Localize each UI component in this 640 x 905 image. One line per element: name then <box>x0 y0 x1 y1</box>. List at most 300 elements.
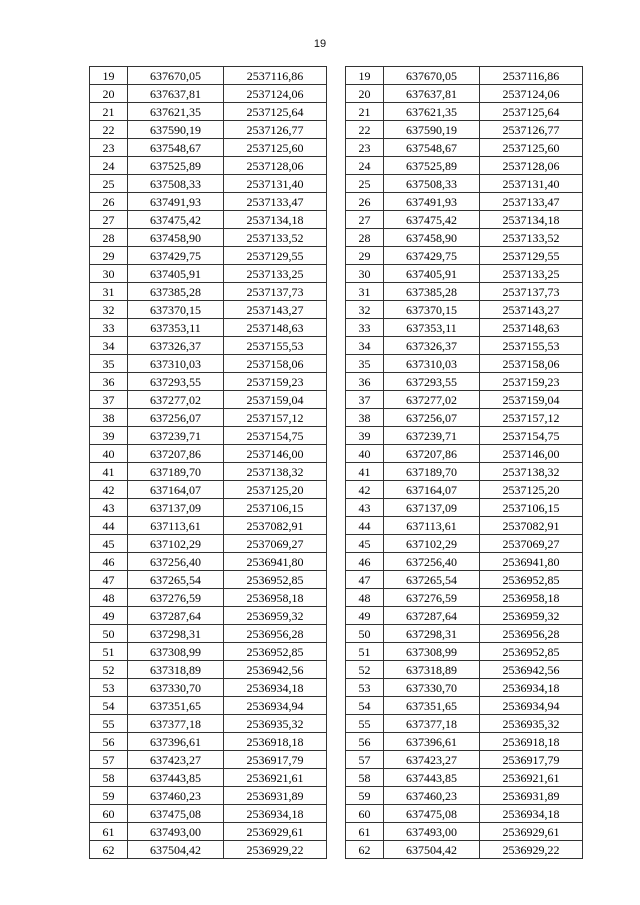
y-coordinate-cell: 2537133,47 <box>224 193 327 211</box>
point-number-cell: 57 <box>346 751 384 769</box>
point-number-cell: 37 <box>90 391 128 409</box>
point-number-cell: 46 <box>90 553 128 571</box>
table-row <box>346 85 583 103</box>
y-coordinate-cell: 2537133,25 <box>480 265 583 283</box>
table-row <box>90 751 327 769</box>
x-coordinate-cell: 637326,37 <box>128 337 224 355</box>
point-number-cell: 52 <box>90 661 128 679</box>
y-coordinate-cell: 2536934,18 <box>224 679 327 697</box>
point-number-cell: 22 <box>90 121 128 139</box>
point-number-cell: 62 <box>90 841 128 859</box>
x-coordinate-cell: 637310,03 <box>384 355 480 373</box>
table-row <box>346 67 583 85</box>
table-row <box>346 157 583 175</box>
x-coordinate-cell: 637113,61 <box>384 517 480 535</box>
table-row <box>346 751 583 769</box>
table-row <box>90 463 327 481</box>
table-row <box>346 769 583 787</box>
point-number-cell: 36 <box>90 373 128 391</box>
x-coordinate-cell: 637423,27 <box>128 751 224 769</box>
x-coordinate-cell: 637310,03 <box>128 355 224 373</box>
point-number-cell: 42 <box>346 481 384 499</box>
point-number-cell: 48 <box>90 589 128 607</box>
table-row <box>90 301 327 319</box>
y-coordinate-cell: 2537137,73 <box>480 283 583 301</box>
x-coordinate-cell: 637590,19 <box>128 121 224 139</box>
table-row <box>346 391 583 409</box>
y-coordinate-cell: 2536952,85 <box>480 643 583 661</box>
table-row <box>90 283 327 301</box>
table-row <box>90 787 327 805</box>
point-number-cell: 20 <box>346 85 384 103</box>
table-row <box>346 571 583 589</box>
table-row <box>346 643 583 661</box>
x-coordinate-cell: 637207,86 <box>128 445 224 463</box>
y-coordinate-cell: 2536929,61 <box>224 823 327 841</box>
y-coordinate-cell: 2537133,25 <box>224 265 327 283</box>
y-coordinate-cell: 2536958,18 <box>224 589 327 607</box>
point-number-cell: 59 <box>346 787 384 805</box>
x-coordinate-cell: 637548,67 <box>384 139 480 157</box>
y-coordinate-cell: 2537082,91 <box>224 517 327 535</box>
point-number-cell: 43 <box>346 499 384 517</box>
point-number-cell: 27 <box>346 211 384 229</box>
point-number-cell: 35 <box>346 355 384 373</box>
point-number-cell: 21 <box>90 103 128 121</box>
point-number-cell: 25 <box>346 175 384 193</box>
table-row <box>90 715 327 733</box>
x-coordinate-cell: 637423,27 <box>384 751 480 769</box>
x-coordinate-cell: 637239,71 <box>128 427 224 445</box>
x-coordinate-cell: 637405,91 <box>384 265 480 283</box>
point-number-cell: 39 <box>90 427 128 445</box>
y-coordinate-cell: 2537128,06 <box>480 157 583 175</box>
y-coordinate-cell: 2537133,47 <box>480 193 583 211</box>
y-coordinate-cell: 2536959,32 <box>480 607 583 625</box>
table-row <box>90 175 327 193</box>
x-coordinate-cell: 637308,99 <box>128 643 224 661</box>
x-coordinate-cell: 637287,64 <box>384 607 480 625</box>
table-row <box>90 535 327 553</box>
x-coordinate-cell: 637460,23 <box>384 787 480 805</box>
point-number-cell: 61 <box>90 823 128 841</box>
table-row <box>90 823 327 841</box>
point-number-cell: 29 <box>90 247 128 265</box>
x-coordinate-cell: 637318,89 <box>128 661 224 679</box>
point-number-cell: 27 <box>90 211 128 229</box>
point-number-cell: 23 <box>90 139 128 157</box>
y-coordinate-cell: 2536952,85 <box>224 643 327 661</box>
y-coordinate-cell: 2537159,23 <box>480 373 583 391</box>
table-row <box>90 319 327 337</box>
x-coordinate-cell: 637491,93 <box>384 193 480 211</box>
x-coordinate-cell: 637353,11 <box>128 319 224 337</box>
table-row <box>90 553 327 571</box>
x-coordinate-cell: 637637,81 <box>128 85 224 103</box>
point-number-cell: 29 <box>346 247 384 265</box>
point-number-cell: 49 <box>346 607 384 625</box>
table-row <box>90 697 327 715</box>
point-number-cell: 20 <box>90 85 128 103</box>
y-coordinate-cell: 2537159,04 <box>224 391 327 409</box>
y-coordinate-cell: 2536921,61 <box>224 769 327 787</box>
x-coordinate-cell: 637458,90 <box>128 229 224 247</box>
y-coordinate-cell: 2536934,94 <box>224 697 327 715</box>
x-coordinate-cell: 637330,70 <box>384 679 480 697</box>
table-row <box>90 841 327 859</box>
x-coordinate-cell: 637265,54 <box>384 571 480 589</box>
table-row <box>346 715 583 733</box>
y-coordinate-cell: 2537125,60 <box>224 139 327 157</box>
x-coordinate-cell: 637256,07 <box>128 409 224 427</box>
table-row <box>90 409 327 427</box>
x-coordinate-cell: 637377,18 <box>384 715 480 733</box>
table-row <box>90 67 327 85</box>
y-coordinate-cell: 2537126,77 <box>480 121 583 139</box>
y-coordinate-cell: 2536952,85 <box>480 571 583 589</box>
table-row <box>346 121 583 139</box>
y-coordinate-cell: 2537125,20 <box>480 481 583 499</box>
y-coordinate-cell: 2536917,79 <box>480 751 583 769</box>
point-number-cell: 51 <box>346 643 384 661</box>
x-coordinate-cell: 637475,42 <box>384 211 480 229</box>
point-number-cell: 46 <box>346 553 384 571</box>
y-coordinate-cell: 2537137,73 <box>224 283 327 301</box>
table-row <box>346 553 583 571</box>
x-coordinate-cell: 637670,05 <box>128 67 224 85</box>
table-row <box>346 535 583 553</box>
point-number-cell: 44 <box>346 517 384 535</box>
table-row <box>90 139 327 157</box>
coordinates-table-right <box>345 66 583 859</box>
y-coordinate-cell: 2536956,28 <box>480 625 583 643</box>
y-coordinate-cell: 2537143,27 <box>224 301 327 319</box>
x-coordinate-cell: 637287,64 <box>128 607 224 625</box>
x-coordinate-cell: 637353,11 <box>384 319 480 337</box>
y-coordinate-cell: 2537154,75 <box>480 427 583 445</box>
table-row <box>90 733 327 751</box>
point-number-cell: 26 <box>346 193 384 211</box>
x-coordinate-cell: 637102,29 <box>128 535 224 553</box>
x-coordinate-cell: 637276,59 <box>384 589 480 607</box>
point-number-cell: 58 <box>346 769 384 787</box>
x-coordinate-cell: 637113,61 <box>128 517 224 535</box>
x-coordinate-cell: 637318,89 <box>384 661 480 679</box>
table-row <box>90 625 327 643</box>
x-coordinate-cell: 637443,85 <box>128 769 224 787</box>
point-number-cell: 56 <box>90 733 128 751</box>
y-coordinate-cell: 2537157,12 <box>480 409 583 427</box>
table-row <box>346 625 583 643</box>
point-number-cell: 37 <box>346 391 384 409</box>
y-coordinate-cell: 2536941,80 <box>224 553 327 571</box>
table-row <box>90 427 327 445</box>
y-coordinate-cell: 2537143,27 <box>480 301 583 319</box>
table-row <box>346 607 583 625</box>
x-coordinate-cell: 637298,31 <box>128 625 224 643</box>
x-coordinate-cell: 637493,00 <box>128 823 224 841</box>
table-row <box>346 589 583 607</box>
table-row <box>90 121 327 139</box>
table-row <box>346 427 583 445</box>
x-coordinate-cell: 637370,15 <box>384 301 480 319</box>
y-coordinate-cell: 2537148,63 <box>224 319 327 337</box>
y-coordinate-cell: 2537134,18 <box>224 211 327 229</box>
y-coordinate-cell: 2537106,15 <box>224 499 327 517</box>
y-coordinate-cell: 2536934,94 <box>480 697 583 715</box>
point-number-cell: 62 <box>346 841 384 859</box>
point-number-cell: 33 <box>90 319 128 337</box>
x-coordinate-cell: 637377,18 <box>128 715 224 733</box>
point-number-cell: 26 <box>90 193 128 211</box>
x-coordinate-cell: 637508,33 <box>384 175 480 193</box>
y-coordinate-cell: 2537082,91 <box>480 517 583 535</box>
x-coordinate-cell: 637370,15 <box>128 301 224 319</box>
x-coordinate-cell: 637475,42 <box>128 211 224 229</box>
point-number-cell: 41 <box>346 463 384 481</box>
y-coordinate-cell: 2537124,06 <box>480 85 583 103</box>
y-coordinate-cell: 2537131,40 <box>480 175 583 193</box>
x-coordinate-cell: 637429,75 <box>128 247 224 265</box>
y-coordinate-cell: 2537157,12 <box>224 409 327 427</box>
point-number-cell: 39 <box>346 427 384 445</box>
y-coordinate-cell: 2537116,86 <box>480 67 583 85</box>
y-coordinate-cell: 2536918,18 <box>224 733 327 751</box>
point-number-cell: 31 <box>90 283 128 301</box>
point-number-cell: 47 <box>346 571 384 589</box>
table-row <box>90 391 327 409</box>
point-number-cell: 19 <box>346 67 384 85</box>
y-coordinate-cell: 2537159,23 <box>224 373 327 391</box>
point-number-cell: 35 <box>90 355 128 373</box>
y-coordinate-cell: 2537159,04 <box>480 391 583 409</box>
point-number-cell: 32 <box>346 301 384 319</box>
point-number-cell: 19 <box>90 67 128 85</box>
table-row <box>346 481 583 499</box>
table-row <box>90 247 327 265</box>
table-row <box>346 661 583 679</box>
point-number-cell: 53 <box>90 679 128 697</box>
y-coordinate-cell: 2537069,27 <box>224 535 327 553</box>
y-coordinate-cell: 2537148,63 <box>480 319 583 337</box>
y-coordinate-cell: 2536931,89 <box>480 787 583 805</box>
table-row <box>90 661 327 679</box>
x-coordinate-cell: 637621,35 <box>128 103 224 121</box>
y-coordinate-cell: 2536934,18 <box>480 679 583 697</box>
y-coordinate-cell: 2536934,18 <box>224 805 327 823</box>
y-coordinate-cell: 2537125,64 <box>480 103 583 121</box>
point-number-cell: 45 <box>346 535 384 553</box>
x-coordinate-cell: 637239,71 <box>384 427 480 445</box>
x-coordinate-cell: 637621,35 <box>384 103 480 121</box>
y-coordinate-cell: 2536935,32 <box>480 715 583 733</box>
coordinates-table-left <box>89 66 327 859</box>
x-coordinate-cell: 637590,19 <box>384 121 480 139</box>
point-number-cell: 40 <box>90 445 128 463</box>
y-coordinate-cell: 2536941,80 <box>480 553 583 571</box>
table-row <box>346 697 583 715</box>
point-number-cell: 34 <box>90 337 128 355</box>
table-row <box>90 769 327 787</box>
y-coordinate-cell: 2537138,32 <box>224 463 327 481</box>
point-number-cell: 55 <box>90 715 128 733</box>
x-coordinate-cell: 637164,07 <box>384 481 480 499</box>
y-coordinate-cell: 2536959,32 <box>224 607 327 625</box>
table-row <box>346 319 583 337</box>
point-number-cell: 41 <box>90 463 128 481</box>
y-coordinate-cell: 2537125,20 <box>224 481 327 499</box>
point-number-cell: 38 <box>90 409 128 427</box>
point-number-cell: 59 <box>90 787 128 805</box>
y-coordinate-cell: 2537131,40 <box>224 175 327 193</box>
table-row <box>90 229 327 247</box>
y-coordinate-cell: 2537125,60 <box>480 139 583 157</box>
x-coordinate-cell: 637308,99 <box>384 643 480 661</box>
x-coordinate-cell: 637256,40 <box>384 553 480 571</box>
y-coordinate-cell: 2536921,61 <box>480 769 583 787</box>
point-number-cell: 30 <box>90 265 128 283</box>
y-coordinate-cell: 2536958,18 <box>480 589 583 607</box>
x-coordinate-cell: 637504,42 <box>128 841 224 859</box>
y-coordinate-cell: 2537155,53 <box>480 337 583 355</box>
y-coordinate-cell: 2536918,18 <box>480 733 583 751</box>
y-coordinate-cell: 2536929,22 <box>480 841 583 859</box>
point-number-cell: 24 <box>346 157 384 175</box>
x-coordinate-cell: 637458,90 <box>384 229 480 247</box>
x-coordinate-cell: 637277,02 <box>384 391 480 409</box>
table-row <box>90 103 327 121</box>
point-number-cell: 54 <box>346 697 384 715</box>
y-coordinate-cell: 2536935,32 <box>224 715 327 733</box>
table-row <box>346 337 583 355</box>
x-coordinate-cell: 637137,09 <box>384 499 480 517</box>
x-coordinate-cell: 637475,08 <box>384 805 480 823</box>
x-coordinate-cell: 637330,70 <box>128 679 224 697</box>
point-number-cell: 42 <box>90 481 128 499</box>
table-row <box>346 211 583 229</box>
y-coordinate-cell: 2536929,61 <box>480 823 583 841</box>
x-coordinate-cell: 637277,02 <box>128 391 224 409</box>
table-row <box>346 193 583 211</box>
table-row <box>90 211 327 229</box>
point-number-cell: 32 <box>90 301 128 319</box>
x-coordinate-cell: 637351,65 <box>384 697 480 715</box>
x-coordinate-cell: 637189,70 <box>128 463 224 481</box>
table-row <box>90 607 327 625</box>
x-coordinate-cell: 637670,05 <box>384 67 480 85</box>
table-row <box>346 841 583 859</box>
table-row <box>346 247 583 265</box>
point-number-cell: 60 <box>90 805 128 823</box>
y-coordinate-cell: 2537146,00 <box>480 445 583 463</box>
table-row <box>346 679 583 697</box>
point-number-cell: 45 <box>90 535 128 553</box>
point-number-cell: 47 <box>90 571 128 589</box>
table-row <box>346 463 583 481</box>
y-coordinate-cell: 2537106,15 <box>480 499 583 517</box>
x-coordinate-cell: 637276,59 <box>128 589 224 607</box>
point-number-cell: 31 <box>346 283 384 301</box>
point-number-cell: 60 <box>346 805 384 823</box>
x-coordinate-cell: 637504,42 <box>384 841 480 859</box>
y-coordinate-cell: 2536942,56 <box>224 661 327 679</box>
x-coordinate-cell: 637207,86 <box>384 445 480 463</box>
point-number-cell: 56 <box>346 733 384 751</box>
point-number-cell: 51 <box>90 643 128 661</box>
point-number-cell: 49 <box>90 607 128 625</box>
x-coordinate-cell: 637164,07 <box>128 481 224 499</box>
table-row <box>346 301 583 319</box>
x-coordinate-cell: 637396,61 <box>128 733 224 751</box>
y-coordinate-cell: 2537129,55 <box>480 247 583 265</box>
y-coordinate-cell: 2536942,56 <box>480 661 583 679</box>
table-row <box>346 823 583 841</box>
y-coordinate-cell: 2537154,75 <box>224 427 327 445</box>
y-coordinate-cell: 2536929,22 <box>224 841 327 859</box>
point-number-cell: 50 <box>90 625 128 643</box>
point-number-cell: 34 <box>346 337 384 355</box>
table-row <box>90 679 327 697</box>
table-row <box>346 265 583 283</box>
page-number: 19 <box>313 38 327 50</box>
table-row <box>346 805 583 823</box>
x-coordinate-cell: 637256,40 <box>128 553 224 571</box>
y-coordinate-cell: 2537125,64 <box>224 103 327 121</box>
point-number-cell: 28 <box>346 229 384 247</box>
point-number-cell: 48 <box>346 589 384 607</box>
table-row <box>346 373 583 391</box>
point-number-cell: 38 <box>346 409 384 427</box>
x-coordinate-cell: 637429,75 <box>384 247 480 265</box>
point-number-cell: 30 <box>346 265 384 283</box>
x-coordinate-cell: 637493,00 <box>384 823 480 841</box>
point-number-cell: 25 <box>90 175 128 193</box>
point-number-cell: 22 <box>346 121 384 139</box>
table-row <box>346 103 583 121</box>
table-body-right <box>346 67 583 859</box>
table-row <box>346 409 583 427</box>
table-row <box>90 157 327 175</box>
point-number-cell: 28 <box>90 229 128 247</box>
x-coordinate-cell: 637298,31 <box>384 625 480 643</box>
table-row <box>346 283 583 301</box>
x-coordinate-cell: 637256,07 <box>384 409 480 427</box>
y-coordinate-cell: 2537116,86 <box>224 67 327 85</box>
x-coordinate-cell: 637548,67 <box>128 139 224 157</box>
x-coordinate-cell: 637385,28 <box>384 283 480 301</box>
table-row <box>346 787 583 805</box>
y-coordinate-cell: 2537138,32 <box>480 463 583 481</box>
x-coordinate-cell: 637326,37 <box>384 337 480 355</box>
point-number-cell: 58 <box>90 769 128 787</box>
point-number-cell: 43 <box>90 499 128 517</box>
y-coordinate-cell: 2537133,52 <box>480 229 583 247</box>
x-coordinate-cell: 637293,55 <box>128 373 224 391</box>
table-row <box>90 571 327 589</box>
x-coordinate-cell: 637189,70 <box>384 463 480 481</box>
y-coordinate-cell: 2536934,18 <box>480 805 583 823</box>
x-coordinate-cell: 637293,55 <box>384 373 480 391</box>
y-coordinate-cell: 2536931,89 <box>224 787 327 805</box>
table-row <box>90 373 327 391</box>
y-coordinate-cell: 2536917,79 <box>224 751 327 769</box>
table-row <box>90 355 327 373</box>
x-coordinate-cell: 637443,85 <box>384 769 480 787</box>
x-coordinate-cell: 637525,89 <box>384 157 480 175</box>
point-number-cell: 40 <box>346 445 384 463</box>
table-row <box>90 481 327 499</box>
table-row <box>90 499 327 517</box>
